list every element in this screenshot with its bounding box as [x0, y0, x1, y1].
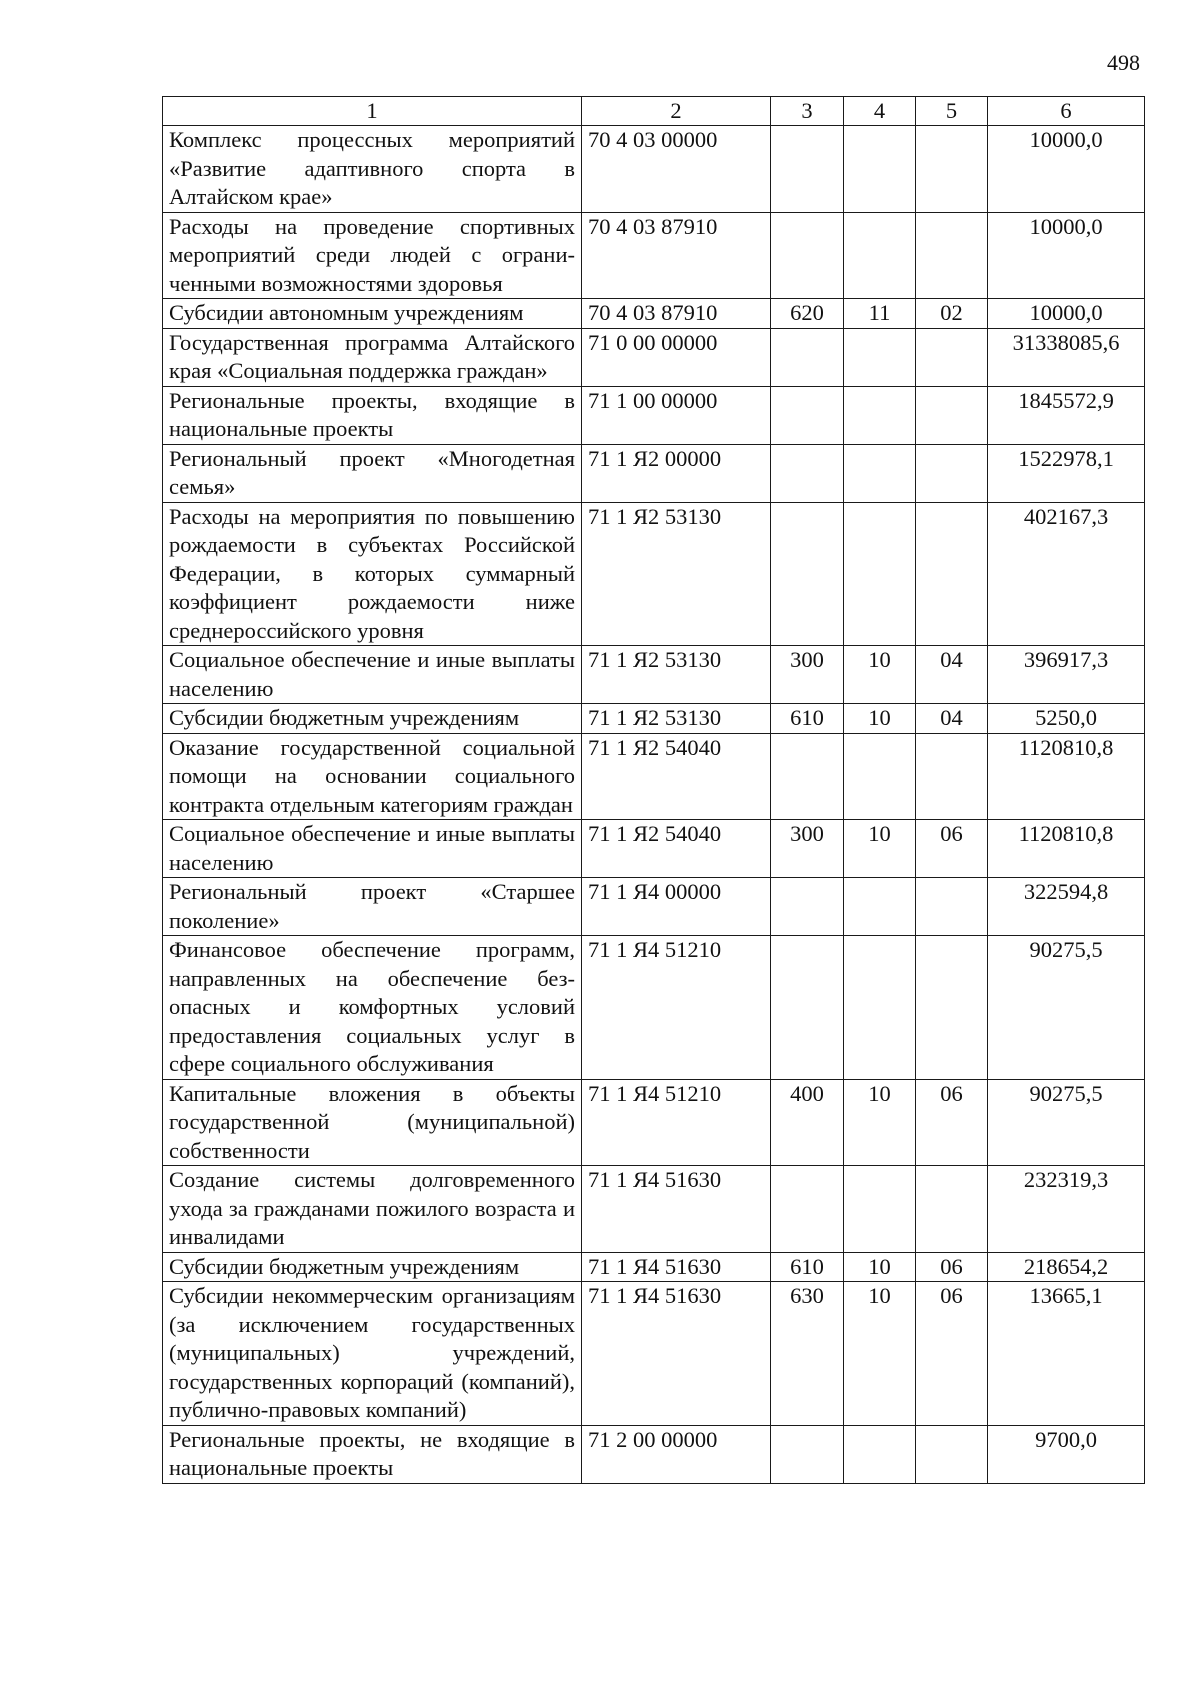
row-name-cell: Региональные проекты, входящие в национальные проекты	[163, 386, 582, 444]
row-code-cell: 71 1 Я4 00000	[582, 878, 771, 936]
row-name-cell: Расходы на мероприятия по повышению рождаемости в субъектах Российской Федерации, в которых суммарный коэффициент рождаемости ниже среднероссийского уровня	[163, 502, 582, 646]
row-section-cell: 10	[844, 1252, 916, 1282]
row-expense-type-cell	[771, 936, 844, 1080]
row-expense-type-cell	[771, 126, 844, 213]
row-section-cell: 11	[844, 299, 916, 329]
row-subsection-cell	[916, 212, 988, 299]
row-amount-cell: 90275,5	[988, 1079, 1145, 1166]
budget-table	[162, 96, 1145, 1484]
row-expense-type-cell	[771, 1166, 844, 1253]
row-expense-type-cell	[771, 328, 844, 386]
row-amount-cell: 322594,8	[988, 878, 1145, 936]
row-subsection-cell	[916, 1166, 988, 1253]
row-section-cell	[844, 444, 916, 502]
column-header: 6	[988, 97, 1145, 126]
row-expense-type-cell	[771, 878, 844, 936]
row-section-cell	[844, 1425, 916, 1483]
row-section-cell: 10	[844, 1282, 916, 1426]
row-code-cell: 71 1 Я4 51210	[582, 936, 771, 1080]
row-code-cell: 71 1 00 00000	[582, 386, 771, 444]
row-subsection-cell	[916, 878, 988, 936]
row-amount-cell: 31338085,6	[988, 328, 1145, 386]
row-expense-type-cell	[771, 444, 844, 502]
row-subsection-cell	[916, 733, 988, 820]
row-name-cell: Субсидии бюджетным учреждениям	[163, 1252, 582, 1282]
row-expense-type-cell: 300	[771, 646, 844, 704]
row-name-cell: Оказание государственной социальной помощи на основании социального контракта отдельным категориям граждан	[163, 733, 582, 820]
row-code-cell: 71 1 Я4 51630	[582, 1166, 771, 1253]
row-code-cell: 71 1 Я2 54040	[582, 733, 771, 820]
row-subsection-cell	[916, 502, 988, 646]
table-row	[163, 1425, 1145, 1483]
row-code-cell: 71 0 00 00000	[582, 328, 771, 386]
row-subsection-cell: 06	[916, 1252, 988, 1282]
row-amount-cell: 1845572,9	[988, 386, 1145, 444]
row-section-cell	[844, 212, 916, 299]
row-expense-type-cell	[771, 212, 844, 299]
row-name-cell: Субсидии некоммерческим организациям (за исключением государственных (муниципальных) учреждений, государственных корпораций (компаний), публично-правовых компаний)	[163, 1282, 582, 1426]
column-header: 4	[844, 97, 916, 126]
page-number: 498	[1107, 50, 1140, 75]
row-expense-type-cell: 300	[771, 820, 844, 878]
row-section-cell: 10	[844, 1079, 916, 1166]
row-name-cell: Комплекс процессных мероприятий «Развитие адаптивного спорта в Алтайском крае»	[163, 126, 582, 213]
row-section-cell: 10	[844, 646, 916, 704]
row-section-cell	[844, 936, 916, 1080]
row-section-cell	[844, 502, 916, 646]
table-row	[163, 502, 1145, 646]
row-expense-type-cell	[771, 1425, 844, 1483]
row-amount-cell: 10000,0	[988, 212, 1145, 299]
row-expense-type-cell: 400	[771, 1079, 844, 1166]
row-section-cell	[844, 386, 916, 444]
column-header: 1	[163, 97, 582, 126]
row-expense-type-cell: 630	[771, 1282, 844, 1426]
row-code-cell: 70 4 03 87910	[582, 212, 771, 299]
table-row	[163, 936, 1145, 1080]
row-section-cell: 10	[844, 704, 916, 734]
row-section-cell	[844, 126, 916, 213]
table-row	[163, 878, 1145, 936]
row-code-cell: 71 1 Я4 51630	[582, 1252, 771, 1282]
row-amount-cell: 90275,5	[988, 936, 1145, 1080]
table-row	[163, 126, 1145, 213]
row-section-cell	[844, 328, 916, 386]
row-code-cell: 71 1 Я2 54040	[582, 820, 771, 878]
row-name-cell: Финансовое обеспечение программ, направленных на обеспечение безопасных и комфортных условий предоставления социальных услуг в сфере социального обслуживания	[163, 936, 582, 1080]
row-name-cell: Региональные проекты, не входящие в национальные проекты	[163, 1425, 582, 1483]
row-subsection-cell: 06	[916, 820, 988, 878]
row-subsection-cell	[916, 936, 988, 1080]
row-amount-cell: 402167,3	[988, 502, 1145, 646]
row-subsection-cell: 06	[916, 1079, 988, 1166]
table-row	[163, 1166, 1145, 1253]
column-header: 3	[771, 97, 844, 126]
row-subsection-cell: 04	[916, 704, 988, 734]
row-subsection-cell: 06	[916, 1282, 988, 1426]
row-subsection-cell	[916, 444, 988, 502]
row-code-cell: 71 1 Я2 00000	[582, 444, 771, 502]
table-row	[163, 733, 1145, 820]
row-amount-cell: 396917,3	[988, 646, 1145, 704]
table-row	[163, 1282, 1145, 1426]
row-code-cell: 70 4 03 87910	[582, 299, 771, 329]
row-expense-type-cell: 610	[771, 1252, 844, 1282]
row-expense-type-cell	[771, 502, 844, 646]
row-amount-cell: 1120810,8	[988, 820, 1145, 878]
table-row	[163, 820, 1145, 878]
table-row	[163, 704, 1145, 734]
row-section-cell	[844, 878, 916, 936]
row-section-cell: 10	[844, 820, 916, 878]
row-name-cell: Социальное обеспечение и иные выплаты населению	[163, 646, 582, 704]
header-row	[163, 97, 1145, 126]
row-name-cell: Региональный проект «Старшее поколение»	[163, 878, 582, 936]
row-expense-type-cell	[771, 386, 844, 444]
table-row	[163, 299, 1145, 329]
table-row	[163, 1252, 1145, 1282]
row-amount-cell: 1120810,8	[988, 733, 1145, 820]
row-expense-type-cell: 620	[771, 299, 844, 329]
table-row	[163, 1079, 1145, 1166]
row-name-cell: Капитальные вложения в объекты государственной (муниципальной) собственности	[163, 1079, 582, 1166]
column-header: 2	[582, 97, 771, 126]
column-header: 5	[916, 97, 988, 126]
table-row	[163, 212, 1145, 299]
row-code-cell: 71 1 Я2 53130	[582, 646, 771, 704]
row-amount-cell: 5250,0	[988, 704, 1145, 734]
row-code-cell: 71 2 00 00000	[582, 1425, 771, 1483]
row-subsection-cell	[916, 328, 988, 386]
budget-table-container	[162, 96, 1144, 1484]
row-amount-cell: 9700,0	[988, 1425, 1145, 1483]
row-subsection-cell: 02	[916, 299, 988, 329]
row-name-cell: Государственная программа Алтайского края «Социальная поддержка граждан»	[163, 328, 582, 386]
row-name-cell: Расходы на проведение спортивных мероприятий среди людей с ограниченными возможностями здоровья	[163, 212, 582, 299]
row-code-cell: 71 1 Я2 53130	[582, 704, 771, 734]
row-amount-cell: 1522978,1	[988, 444, 1145, 502]
row-section-cell	[844, 733, 916, 820]
row-subsection-cell: 04	[916, 646, 988, 704]
row-code-cell: 70 4 03 00000	[582, 126, 771, 213]
row-subsection-cell	[916, 386, 988, 444]
table-body	[163, 126, 1145, 1484]
row-name-cell: Субсидии бюджетным учреждениям	[163, 704, 582, 734]
row-amount-cell: 218654,2	[988, 1252, 1145, 1282]
row-amount-cell: 10000,0	[988, 299, 1145, 329]
row-name-cell: Социальное обеспечение и иные выплаты населению	[163, 820, 582, 878]
row-amount-cell: 10000,0	[988, 126, 1145, 213]
table-row	[163, 328, 1145, 386]
row-expense-type-cell	[771, 733, 844, 820]
row-name-cell: Создание системы долговременного ухода за гражданами пожилого возраста и инвалидами	[163, 1166, 582, 1253]
row-code-cell: 71 1 Я4 51210	[582, 1079, 771, 1166]
table-row	[163, 386, 1145, 444]
row-code-cell: 71 1 Я4 51630	[582, 1282, 771, 1426]
table-row	[163, 444, 1145, 502]
row-amount-cell: 13665,1	[988, 1282, 1145, 1426]
row-name-cell: Субсидии автономным учреждениям	[163, 299, 582, 329]
row-section-cell	[844, 1166, 916, 1253]
table-row	[163, 646, 1145, 704]
row-code-cell: 71 1 Я2 53130	[582, 502, 771, 646]
row-expense-type-cell: 610	[771, 704, 844, 734]
row-name-cell: Региональный проект «Многодетная семья»	[163, 444, 582, 502]
row-subsection-cell	[916, 1425, 988, 1483]
row-subsection-cell	[916, 126, 988, 213]
row-amount-cell: 232319,3	[988, 1166, 1145, 1253]
